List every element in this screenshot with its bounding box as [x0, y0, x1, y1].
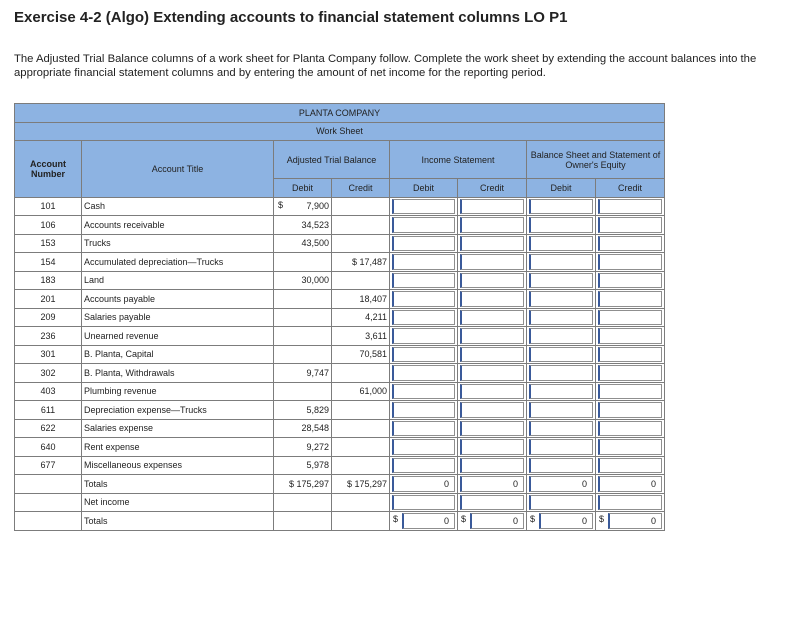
is-debit-input-cell	[390, 345, 458, 364]
bs-debit-input[interactable]	[529, 458, 593, 474]
is-debit-input[interactable]	[392, 328, 455, 344]
bs-debit-input[interactable]	[529, 347, 593, 363]
bs-debit-input[interactable]	[529, 402, 593, 418]
bs-credit-input[interactable]	[598, 236, 662, 252]
bs-debit-input-cell	[527, 234, 596, 253]
account-number: 201	[15, 290, 82, 309]
account-row	[15, 197, 665, 216]
is-debit-input[interactable]	[392, 439, 455, 455]
adj-credit-total: $ 175,297	[332, 475, 390, 494]
account-row	[15, 253, 665, 272]
is-credit-input-cell	[458, 253, 527, 272]
bs-debit-input[interactable]	[529, 421, 593, 437]
account-title: Unearned revenue	[82, 327, 274, 346]
dollar-sign: $	[530, 514, 536, 524]
adj-debit-amount: 7,900	[306, 201, 329, 212]
bs-debit-input[interactable]	[529, 365, 593, 381]
bs-debit-input[interactable]	[529, 236, 593, 252]
is-debit-input-cell	[390, 438, 458, 457]
account-number: 611	[15, 401, 82, 420]
bs-credit-input[interactable]	[598, 421, 662, 437]
adj-debit-value	[274, 456, 332, 475]
account-title: B. Planta, Capital	[82, 345, 274, 364]
bs-credit-header: Credit	[596, 179, 665, 198]
is-debit-input-cell	[390, 234, 458, 253]
is-debit-input[interactable]	[392, 402, 455, 418]
adj-credit-value	[332, 456, 390, 475]
adj-credit-value: 70,581	[332, 345, 390, 364]
bs-debit-input-cell	[527, 382, 596, 401]
bs-credit-input[interactable]	[598, 217, 662, 233]
is-debit-input-cell	[390, 290, 458, 309]
totals-label: Totals	[82, 475, 274, 494]
account-row	[15, 345, 665, 364]
is-credit-input-cell	[458, 364, 527, 383]
adj-debit-value	[274, 364, 332, 383]
adj-credit-value	[332, 401, 390, 420]
is-credit-input[interactable]	[460, 254, 524, 270]
account-row	[15, 271, 665, 290]
bs-credit-input[interactable]	[598, 254, 662, 270]
bs-credit-input[interactable]	[598, 347, 662, 363]
bs-debit-final-total-value: 0	[581, 516, 587, 526]
is-debit-total-cell	[390, 475, 458, 494]
is-credit-input[interactable]	[460, 439, 524, 455]
adj-debit-value	[274, 345, 332, 364]
account-number: 183	[15, 271, 82, 290]
final-totals-number	[15, 512, 82, 531]
bs-debit-input[interactable]	[529, 328, 593, 344]
adj-credit-value: 4,211	[332, 308, 390, 327]
adj-debit-value	[274, 308, 332, 327]
account-row	[15, 364, 665, 383]
account-title: Land	[82, 271, 274, 290]
adj-debit-amount: 34,523	[301, 219, 329, 230]
is-debit-input[interactable]	[392, 254, 455, 270]
is-credit-input-cell	[458, 234, 527, 253]
adj-credit-value	[332, 438, 390, 457]
adj-debit-value	[274, 271, 332, 290]
is-credit-input[interactable]	[460, 310, 524, 326]
bs-credit-input-cell	[596, 419, 665, 438]
adj-debit-value	[274, 382, 332, 401]
is-debit-header: Debit	[390, 179, 458, 198]
is-credit-net-income-cell	[458, 493, 527, 512]
bs-credit-input[interactable]	[598, 199, 662, 215]
bs-debit-input-cell	[527, 253, 596, 272]
bs-debit-net-income[interactable]	[529, 495, 593, 511]
is-credit-input[interactable]	[460, 365, 524, 381]
account-title: Accounts payable	[82, 290, 274, 309]
adj-debit-value	[274, 419, 332, 438]
is-credit-total-cell	[458, 475, 527, 494]
bs-debit-input[interactable]	[529, 254, 593, 270]
bs-debit-input-cell	[527, 401, 596, 420]
net-income-row	[15, 493, 665, 512]
bs-debit-input[interactable]	[529, 217, 593, 233]
account-title: Trucks	[82, 234, 274, 253]
totals-number	[15, 475, 82, 494]
account-title: Salaries payable	[82, 308, 274, 327]
bs-credit-input-cell	[596, 438, 665, 457]
bs-debit-input[interactable]	[529, 273, 593, 289]
bs-credit-input[interactable]	[598, 365, 662, 381]
bs-debit-total[interactable]	[529, 476, 593, 492]
is-credit-total[interactable]	[460, 476, 524, 492]
is-credit-input[interactable]	[460, 384, 524, 400]
is-credit-total-value: 0	[512, 479, 518, 489]
is-debit-input-cell	[390, 253, 458, 272]
net-income-label: Net income	[82, 493, 274, 512]
is-debit-input-cell	[390, 382, 458, 401]
is-debit-input[interactable]	[392, 365, 455, 381]
adj-debit-blank	[274, 512, 332, 531]
income-statement-header: Income Statement	[390, 141, 527, 179]
is-credit-input[interactable]	[460, 291, 524, 307]
is-debit-final-total-cell	[390, 512, 458, 531]
adj-credit-value: 18,407	[332, 290, 390, 309]
adj-debit-amount: 28,548	[301, 423, 329, 434]
is-credit-input-cell	[458, 197, 527, 216]
exercise-title: Exercise 4-2 (Algo) Extending accounts to financial statement columns LO P1	[14, 9, 568, 26]
bs-credit-total-value: 0	[650, 479, 656, 489]
account-row	[15, 382, 665, 401]
is-credit-input-cell	[458, 345, 527, 364]
bs-credit-input-cell	[596, 197, 665, 216]
is-credit-input-cell	[458, 327, 527, 346]
adj-debit-value	[274, 253, 332, 272]
adj-debit-value	[274, 216, 332, 235]
bs-credit-input-cell	[596, 327, 665, 346]
account-number: 236	[15, 327, 82, 346]
adj-debit-amount: 9,272	[306, 441, 329, 452]
bs-credit-total[interactable]	[598, 476, 662, 492]
adj-debit-amount: 5,829	[306, 404, 329, 415]
is-debit-input[interactable]	[392, 347, 455, 363]
bs-debit-input-cell	[527, 197, 596, 216]
adj-credit-value	[332, 419, 390, 438]
bs-credit-input-cell	[596, 271, 665, 290]
bs-debit-input[interactable]	[529, 384, 593, 400]
adj-credit-value	[332, 364, 390, 383]
bs-debit-input[interactable]	[529, 310, 593, 326]
is-debit-input-cell	[390, 271, 458, 290]
bs-credit-final-total-value: 0	[650, 516, 656, 526]
account-title: Cash	[82, 197, 274, 216]
account-number: 154	[15, 253, 82, 272]
is-debit-net-income[interactable]	[392, 495, 455, 511]
adj-debit-blank	[274, 493, 332, 512]
is-debit-total[interactable]	[392, 476, 455, 492]
account-title: Accumulated depreciation—Trucks	[82, 253, 274, 272]
bs-debit-input-cell	[527, 308, 596, 327]
is-debit-input[interactable]	[392, 291, 455, 307]
bs-credit-total-cell	[596, 475, 665, 494]
is-credit-final-total-value: 0	[512, 516, 518, 526]
account-row	[15, 308, 665, 327]
bs-debit-input-cell	[527, 438, 596, 457]
adj-credit-value: 3,611	[332, 327, 390, 346]
account-row	[15, 290, 665, 309]
account-title: B. Planta, Withdrawals	[82, 364, 274, 383]
final-totals-label: Totals	[82, 512, 274, 531]
is-credit-input-cell	[458, 438, 527, 457]
account-number: 622	[15, 419, 82, 438]
is-debit-input-cell	[390, 419, 458, 438]
adj-debit-amount: 5,978	[306, 460, 329, 471]
is-debit-input-cell	[390, 216, 458, 235]
account-row	[15, 456, 665, 475]
account-title-header: Account Title	[82, 141, 274, 198]
bs-debit-final-total[interactable]	[539, 513, 593, 529]
account-number: 153	[15, 234, 82, 253]
account-row	[15, 234, 665, 253]
is-debit-input[interactable]	[392, 217, 455, 233]
is-credit-final-total[interactable]	[470, 513, 524, 529]
bs-credit-input[interactable]	[598, 458, 662, 474]
adj-credit-value: $ 17,487	[332, 253, 390, 272]
bs-credit-final-total-cell	[596, 512, 665, 531]
adj-debit-total: $ 175,297	[274, 475, 332, 494]
dollar-sign: $	[461, 514, 467, 524]
is-debit-input[interactable]	[392, 236, 455, 252]
adj-debit-amount: 30,000	[301, 275, 329, 286]
is-debit-input[interactable]	[392, 199, 455, 215]
bs-debit-input-cell	[527, 345, 596, 364]
account-title: Miscellaneous expenses	[82, 456, 274, 475]
adj-debit-value	[274, 234, 332, 253]
is-debit-input-cell	[390, 327, 458, 346]
adj-debit-value	[274, 401, 332, 420]
adj-credit-value	[332, 197, 390, 216]
bs-credit-final-total[interactable]	[608, 513, 662, 529]
bs-credit-input[interactable]	[598, 291, 662, 307]
account-row	[15, 327, 665, 346]
balance-sheet-header: Balance Sheet and Statement of Owner's Equity	[527, 141, 665, 179]
work-sheet-table	[14, 103, 665, 531]
is-credit-input[interactable]	[460, 402, 524, 418]
account-row	[15, 419, 665, 438]
bs-debit-final-total-cell	[527, 512, 596, 531]
bs-debit-header: Debit	[527, 179, 596, 198]
account-number: 301	[15, 345, 82, 364]
is-credit-input[interactable]	[460, 273, 524, 289]
is-debit-input-cell	[390, 401, 458, 420]
bs-credit-net-income-cell	[596, 493, 665, 512]
bs-debit-total-value: 0	[581, 479, 587, 489]
account-row	[15, 216, 665, 235]
dollar-sign: $	[599, 514, 605, 524]
adj-credit-blank	[332, 512, 390, 531]
adj-credit-blank	[332, 493, 390, 512]
is-credit-input[interactable]	[460, 199, 524, 215]
account-title: Rent expense	[82, 438, 274, 457]
account-title: Accounts receivable	[82, 216, 274, 235]
dollar-sign: $	[278, 199, 284, 210]
account-number: 101	[15, 197, 82, 216]
is-debit-final-total[interactable]	[402, 513, 455, 529]
bs-debit-input-cell	[527, 271, 596, 290]
account-number: 640	[15, 438, 82, 457]
adj-debit-value	[274, 197, 332, 216]
account-row	[15, 438, 665, 457]
account-number-header: Account Number	[15, 141, 82, 198]
bs-credit-input[interactable]	[598, 273, 662, 289]
account-number: 106	[15, 216, 82, 235]
adj-credit-value	[332, 216, 390, 235]
is-debit-input-cell	[390, 308, 458, 327]
bs-credit-input-cell	[596, 308, 665, 327]
is-credit-input-cell	[458, 216, 527, 235]
account-row	[15, 401, 665, 420]
is-credit-input-cell	[458, 290, 527, 309]
bs-credit-input[interactable]	[598, 328, 662, 344]
exercise-instructions: The Adjusted Trial Balance columns of a work sheet for Planta Company follow. Complete the work sheet by extending the account balances into the appropriate financial statement columns and by entering the amount of net income for the reporting period.	[14, 53, 757, 79]
account-number: 403	[15, 382, 82, 401]
bs-debit-input-cell	[527, 364, 596, 383]
bs-debit-input-cell	[527, 456, 596, 475]
bs-debit-input[interactable]	[529, 439, 593, 455]
bs-credit-input[interactable]	[598, 439, 662, 455]
is-debit-net-income-cell	[390, 493, 458, 512]
adjusted-trial-balance-header: Adjusted Trial Balance	[274, 141, 390, 179]
adj-debit-value	[274, 438, 332, 457]
is-credit-input[interactable]	[460, 458, 524, 474]
bs-credit-input-cell	[596, 456, 665, 475]
bs-credit-input-cell	[596, 253, 665, 272]
bs-debit-net-income-cell	[527, 493, 596, 512]
is-debit-input[interactable]	[392, 273, 455, 289]
adj-debit-amount: 9,747	[306, 367, 329, 378]
is-credit-header: Credit	[458, 179, 527, 198]
bs-credit-input-cell	[596, 216, 665, 235]
bs-credit-input-cell	[596, 234, 665, 253]
is-credit-final-total-cell	[458, 512, 527, 531]
net-income-number	[15, 493, 82, 512]
bs-credit-input[interactable]	[598, 384, 662, 400]
is-credit-input-cell	[458, 382, 527, 401]
is-credit-input-cell	[458, 401, 527, 420]
is-debit-input[interactable]	[392, 458, 455, 474]
account-title: Plumbing revenue	[82, 382, 274, 401]
sheet-name: Work Sheet	[15, 122, 665, 141]
adj-debit-amount: 43,500	[301, 238, 329, 249]
bs-credit-net-income[interactable]	[598, 495, 662, 511]
bs-credit-input-cell	[596, 382, 665, 401]
account-number: 302	[15, 364, 82, 383]
is-debit-input-cell	[390, 456, 458, 475]
is-debit-final-total-value: 0	[443, 516, 449, 526]
bs-credit-input-cell	[596, 364, 665, 383]
is-debit-input-cell	[390, 364, 458, 383]
adj-debit-value	[274, 290, 332, 309]
adj-debit-value	[274, 327, 332, 346]
adj-credit-value	[332, 271, 390, 290]
bs-debit-input-cell	[527, 327, 596, 346]
final-totals-row	[15, 512, 665, 531]
is-debit-input[interactable]	[392, 310, 455, 326]
is-credit-input[interactable]	[460, 236, 524, 252]
dollar-sign: $	[393, 514, 399, 524]
is-debit-input-cell	[390, 197, 458, 216]
bs-credit-input[interactable]	[598, 402, 662, 418]
account-number: 677	[15, 456, 82, 475]
adj-debit-header: Debit	[274, 179, 332, 198]
bs-debit-input[interactable]	[529, 291, 593, 307]
is-credit-input[interactable]	[460, 328, 524, 344]
bs-credit-input-cell	[596, 401, 665, 420]
bs-credit-input[interactable]	[598, 310, 662, 326]
is-credit-input-cell	[458, 456, 527, 475]
bs-debit-input[interactable]	[529, 199, 593, 215]
is-credit-input-cell	[458, 419, 527, 438]
totals-row	[15, 475, 665, 494]
is-debit-input[interactable]	[392, 421, 455, 437]
bs-debit-input-cell	[527, 216, 596, 235]
is-credit-input[interactable]	[460, 347, 524, 363]
is-debit-total-value: 0	[443, 479, 449, 489]
bs-debit-input-cell	[527, 419, 596, 438]
account-number: 209	[15, 308, 82, 327]
adj-credit-value	[332, 234, 390, 253]
adj-credit-value: 61,000	[332, 382, 390, 401]
bs-debit-total-cell	[527, 475, 596, 494]
is-credit-net-income[interactable]	[460, 495, 524, 511]
is-credit-input[interactable]	[460, 421, 524, 437]
adj-credit-header: Credit	[332, 179, 390, 198]
is-credit-input-cell	[458, 308, 527, 327]
bs-debit-input-cell	[527, 290, 596, 309]
account-title: Salaries expense	[82, 419, 274, 438]
bs-credit-input-cell	[596, 290, 665, 309]
company-name: PLANTA COMPANY	[15, 104, 665, 123]
is-credit-input-cell	[458, 271, 527, 290]
account-title: Depreciation expense—Trucks	[82, 401, 274, 420]
is-credit-input[interactable]	[460, 217, 524, 233]
is-debit-input[interactable]	[392, 384, 455, 400]
bs-credit-input-cell	[596, 345, 665, 364]
